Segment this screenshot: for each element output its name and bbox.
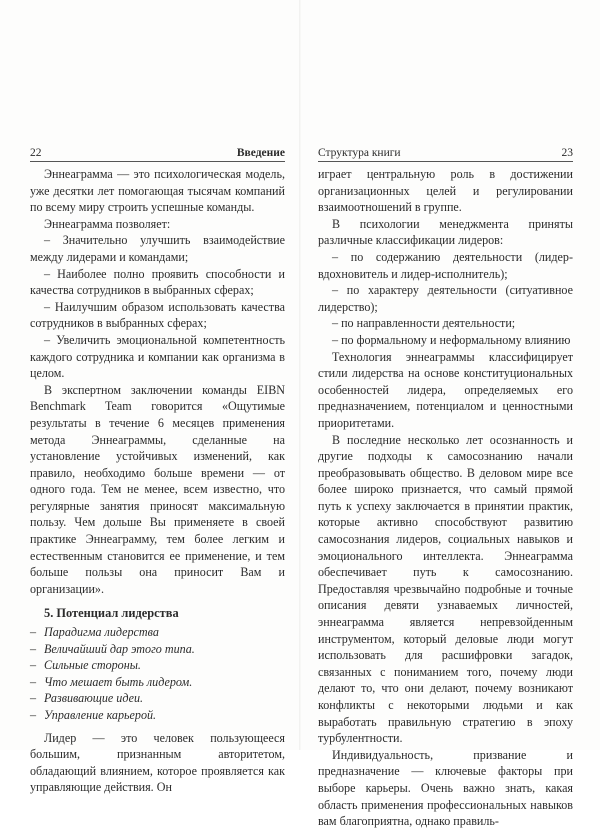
section-item: – Величайший дар этого типа.: [30, 641, 195, 656]
left-page-number: 22: [30, 147, 42, 159]
list-item: – по содержанию деятельности (лидер-вдохновитель и лидер-исполнитель);: [318, 249, 573, 281]
list-item: – по формальному и неформальному влиянию: [332, 332, 571, 347]
intro-paragraph: Эннеаграмма — это психологическая модель, уже десятки лет помогающая тысячам компаний по всему миру строить успешные команды.: [30, 167, 285, 215]
right-page-number: 23: [561, 147, 573, 159]
list-item: – Значительно улучшить взаимодействие между лидерами и командами;: [30, 233, 285, 264]
list-item: – Наилучшим образом использовать качества сотрудников в выбранных сферах;: [30, 299, 285, 331]
individuality-paragraph: Индивидуальность, призвание и предназначение — ключевые факторы при выборе карьеры. Очень важно знать, какая область применения профессиональных навыков вам благоприятна, однако правиль-: [318, 747, 573, 829]
list-item: – Наиболее полно проявить способности и качества сотрудников в выбранных сферах;: [30, 266, 285, 298]
right-page: [318, 146, 573, 830]
list-item: – по характеру деятельности (ситуативное лидерство);: [318, 283, 573, 314]
section-item: – Сильные стороны.: [30, 658, 141, 673]
continued-paragraph: играет центральную роль в достижении организационных целей и регулировании взаимоотношений в группе.: [318, 167, 573, 215]
allows-paragraph: Эннеаграмма позволяет:: [44, 216, 171, 231]
technology-paragraph: Технология эннеаграммы классифицирует стили лидерства на основе конституциональных особенностей лидера, определяемых его предназначением, потенциалом и ценностными приоритетами.: [318, 349, 573, 430]
expert-paragraph: В экспертном заключении команды EIBN Benchmark Team говорится «Ощутимые результаты в течение 6 месяцев применения метода Эннеаграммы, сделанные на установление устойчивых изменений, как правило, необходимо больше времени — от одного года. Тем не менее, всем известно, что регулярные занятия приносят максимальную пользу. Чем дольше Вы применяете в своей практике Эннеаграмму, тем более легким и естественным становится ее применение, и тем больше пользы она приносит Вам и организации».: [30, 382, 285, 596]
right-running-head: [318, 146, 573, 162]
section-item: – Парадигма лидерства: [30, 625, 159, 640]
section-item: – Управление карьерой.: [30, 708, 157, 722]
leader-paragraph: Лидер — это человек пользующееся большим, признанным авторитетом, обладающий влиянием, которое проявляется как управляющие действия. Он: [30, 730, 285, 795]
list-item: – Увеличить эмоциональной компетентность каждого сотрудника и компании как организма в целом.: [30, 332, 285, 381]
right-page-header: Структура книги: [318, 147, 401, 159]
management-paragraph: В психологии менеджмента приняты различные классификации лидеров:: [318, 216, 573, 248]
left-page: [30, 146, 285, 796]
section-heading: 5. Потенциал лидерства: [44, 606, 179, 621]
book-gutter: [299, 0, 301, 750]
list-item: – по направленности деятельности;: [332, 316, 516, 331]
section-item: – Развивающие идеи.: [30, 691, 144, 706]
section-item: – Что мешает быть лидером.: [30, 674, 193, 689]
section-item-list: [30, 624, 285, 724]
recent-paragraph: В последние несколько лет осознанность и другие подходы к самосознанию начали преобразовывать общество. В деловом мире все более широко признается, что самый прямой путь к успеху заключается в принятии практик, которые активно способствуют развитию самосознания лидеров, социальных навыков и эмоционального интеллекта. Эннеаграмма обеспечивает путь к самосознанию. Предоставляя чрезвычайно подробные и точные описания девяти узнаваемых личностей, эннеаграмма является непревзойденным инструментом, который деловые люди могут использовать для расшифровки загадок, связанных с пониманием того, почему люди делают то, что они делают, почему возникают конфликты с некоторыми людьми и как выработать правильную стратегию в эпоху турбулентности.: [318, 432, 573, 746]
left-running-head: [30, 146, 285, 162]
left-page-header: Введение: [236, 147, 285, 159]
